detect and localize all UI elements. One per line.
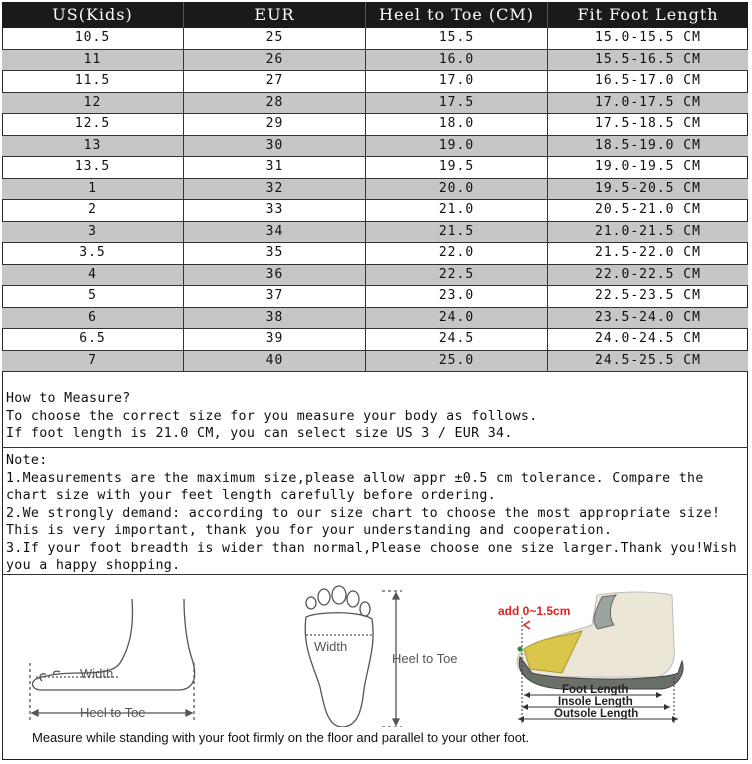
heel-to-toe-cell: 15.5 [366,28,548,49]
heel-to-toe-cell: 21.5 [366,222,548,243]
table-row [2,93,748,115]
eur-cell: 40 [184,351,366,372]
table-row [2,243,748,265]
heel-to-toe-cell: 16.0 [366,50,548,71]
table-row [2,157,748,179]
fit-foot-length-cell: 21.0-21.5 CM [595,223,701,239]
insole-length-label: Insole Length [558,696,633,708]
note-item-2: 2.We strongly demand: according to our size chart to choose the most appropriate size! This is very important, thank you for your understanding and cooperation. [6,505,721,538]
table-row [2,222,748,244]
heel-to-toe-cell: 25.0 [366,351,548,372]
top-width-label: Width [314,639,348,654]
side-heel-to-toe-label: Heel to Toe [80,705,146,720]
eur-cell: 37 [184,286,366,307]
eur-cell: 25 [184,28,366,49]
top-heel-to-toe-label: Heel to Toe [392,651,458,666]
fit-foot-length-cell: 17.5-18.5 CM [595,116,701,131]
table-row [2,200,748,222]
fit-foot-length-cell: 17.0-17.5 CM [595,94,701,110]
size-table-body [2,28,748,372]
us-kids-cell: 11 [2,50,184,71]
fit-foot-length-cell: 15.5-16.5 CM [595,51,701,67]
fit-foot-length-cell: 19.5-20.5 CM [595,180,701,196]
table-row [2,114,748,136]
outsole-length-label: Outsole Length [554,708,639,720]
eur-cell: 29 [184,114,366,135]
heel-to-toe-cell: 17.5 [366,93,548,114]
table-row [2,71,748,93]
side-view-foot-illustration [30,599,195,722]
us-kids-cell: 2 [2,200,184,221]
heel-to-toe-cell: 19.0 [366,136,548,157]
measure-line-1: To choose the correct size for you measure your body as follows. [6,408,538,424]
heel-to-toe-cell: 19.5 [366,157,548,178]
fit-foot-length-cell: 24.5-25.5 CM [595,352,701,368]
note-item-1: 1.Measurements are the maximum size,please allow appr ±0.5 cm tolerance. Compare the chart size with your feet length carefully before ordering. [6,470,704,503]
foot-length-label: Foot Length [562,684,629,696]
table-row [2,50,748,72]
heel-to-toe-cell: 24.0 [366,308,548,329]
table-row [2,265,748,287]
table-header [2,2,748,28]
fit-foot-length-cell: 22.0-22.5 CM [595,266,701,282]
fit-foot-length-cell: 16.5-17.0 CM [595,73,701,88]
eur-cell: 38 [184,308,366,329]
heel-to-toe-cell: 24.5 [366,329,548,350]
us-kids-cell: 6 [2,308,184,329]
eur-cell: 36 [184,265,366,286]
us-kids-cell: 3 [2,222,184,243]
table-row [2,28,748,50]
fit-foot-length-cell: 20.5-21.0 CM [595,202,701,217]
eur-cell: 35 [184,243,366,264]
illustration-svg [2,577,748,727]
table-row [2,286,748,308]
shoe-add-label: add 0~1.5cm [498,604,571,618]
table-row [2,136,748,158]
heel-to-toe-cell: 20.0 [366,179,548,200]
note-item-3: 3.If your foot breadth is wider than normal,Please choose one size larger.Thank you!Wish you a happy shopping. [6,540,737,573]
fit-foot-length-cell: 23.5-24.0 CM [595,309,701,325]
eur-cell: 31 [184,157,366,178]
fit-foot-length-cell: 19.0-19.5 CM [595,159,701,174]
us-kids-cell: 5 [2,286,184,307]
table-row [2,351,748,373]
fit-foot-length-cell: 18.5-19.0 CM [595,137,701,153]
table-row [2,308,748,330]
fit-foot-length-cell: 24.0-24.5 CM [595,331,701,346]
top-view-foot-illustration [305,586,402,727]
how-to-measure-section [2,388,748,448]
heel-to-toe-cell: 21.0 [366,200,548,221]
eur-cell: 32 [184,179,366,200]
us-kids-cell: 13 [2,136,184,157]
note-title: Note: [6,453,48,468]
us-kids-cell: 4 [2,265,184,286]
measure-caption: Measure while standing with your foot firmly on the floor and parallel to your other foot. [32,730,530,745]
fit-foot-length-cell: 21.5-22.0 CM [595,245,701,260]
eur-cell: 34 [184,222,366,243]
fit-foot-length-cell: 15.0-15.5 CM [595,30,701,45]
header-fit-foot-length: Fit Foot Length [577,5,719,24]
heel-to-toe-cell: 18.0 [366,114,548,135]
us-kids-cell: 7 [2,351,184,372]
note-section [2,450,748,575]
fit-foot-length-cell: 22.5-23.5 CM [595,288,701,303]
eur-cell: 33 [184,200,366,221]
us-kids-cell: 3.5 [2,243,184,264]
header-us-kids: US(Kids) [2,2,184,28]
eur-cell: 27 [184,71,366,92]
measurement-illustrations [2,577,748,760]
heel-to-toe-cell: 17.0 [366,71,548,92]
us-kids-cell: 10.5 [2,28,184,49]
us-kids-cell: 13.5 [2,157,184,178]
eur-cell: 39 [184,329,366,350]
side-width-label: Width [80,666,114,681]
heel-to-toe-cell: 23.0 [366,286,548,307]
us-kids-cell: 11.5 [2,71,184,92]
eur-cell: 30 [184,136,366,157]
header-heel-to-toe: Heel to Toe (CM) [366,2,548,28]
measure-line-2: If foot length is 21.0 CM, you can select size US 3 / EUR 34. [6,426,513,441]
heel-to-toe-cell: 22.5 [366,265,548,286]
us-kids-cell: 6.5 [2,329,184,350]
eur-cell: 26 [184,50,366,71]
table-row [2,329,748,351]
header-eur: EUR [184,2,366,28]
heel-to-toe-cell: 22.0 [366,243,548,264]
us-kids-cell: 1 [2,179,184,200]
table-row [2,179,748,201]
us-kids-cell: 12 [2,93,184,114]
measure-title: How to Measure? [6,391,131,406]
us-kids-cell: 12.5 [2,114,184,135]
eur-cell: 28 [184,93,366,114]
